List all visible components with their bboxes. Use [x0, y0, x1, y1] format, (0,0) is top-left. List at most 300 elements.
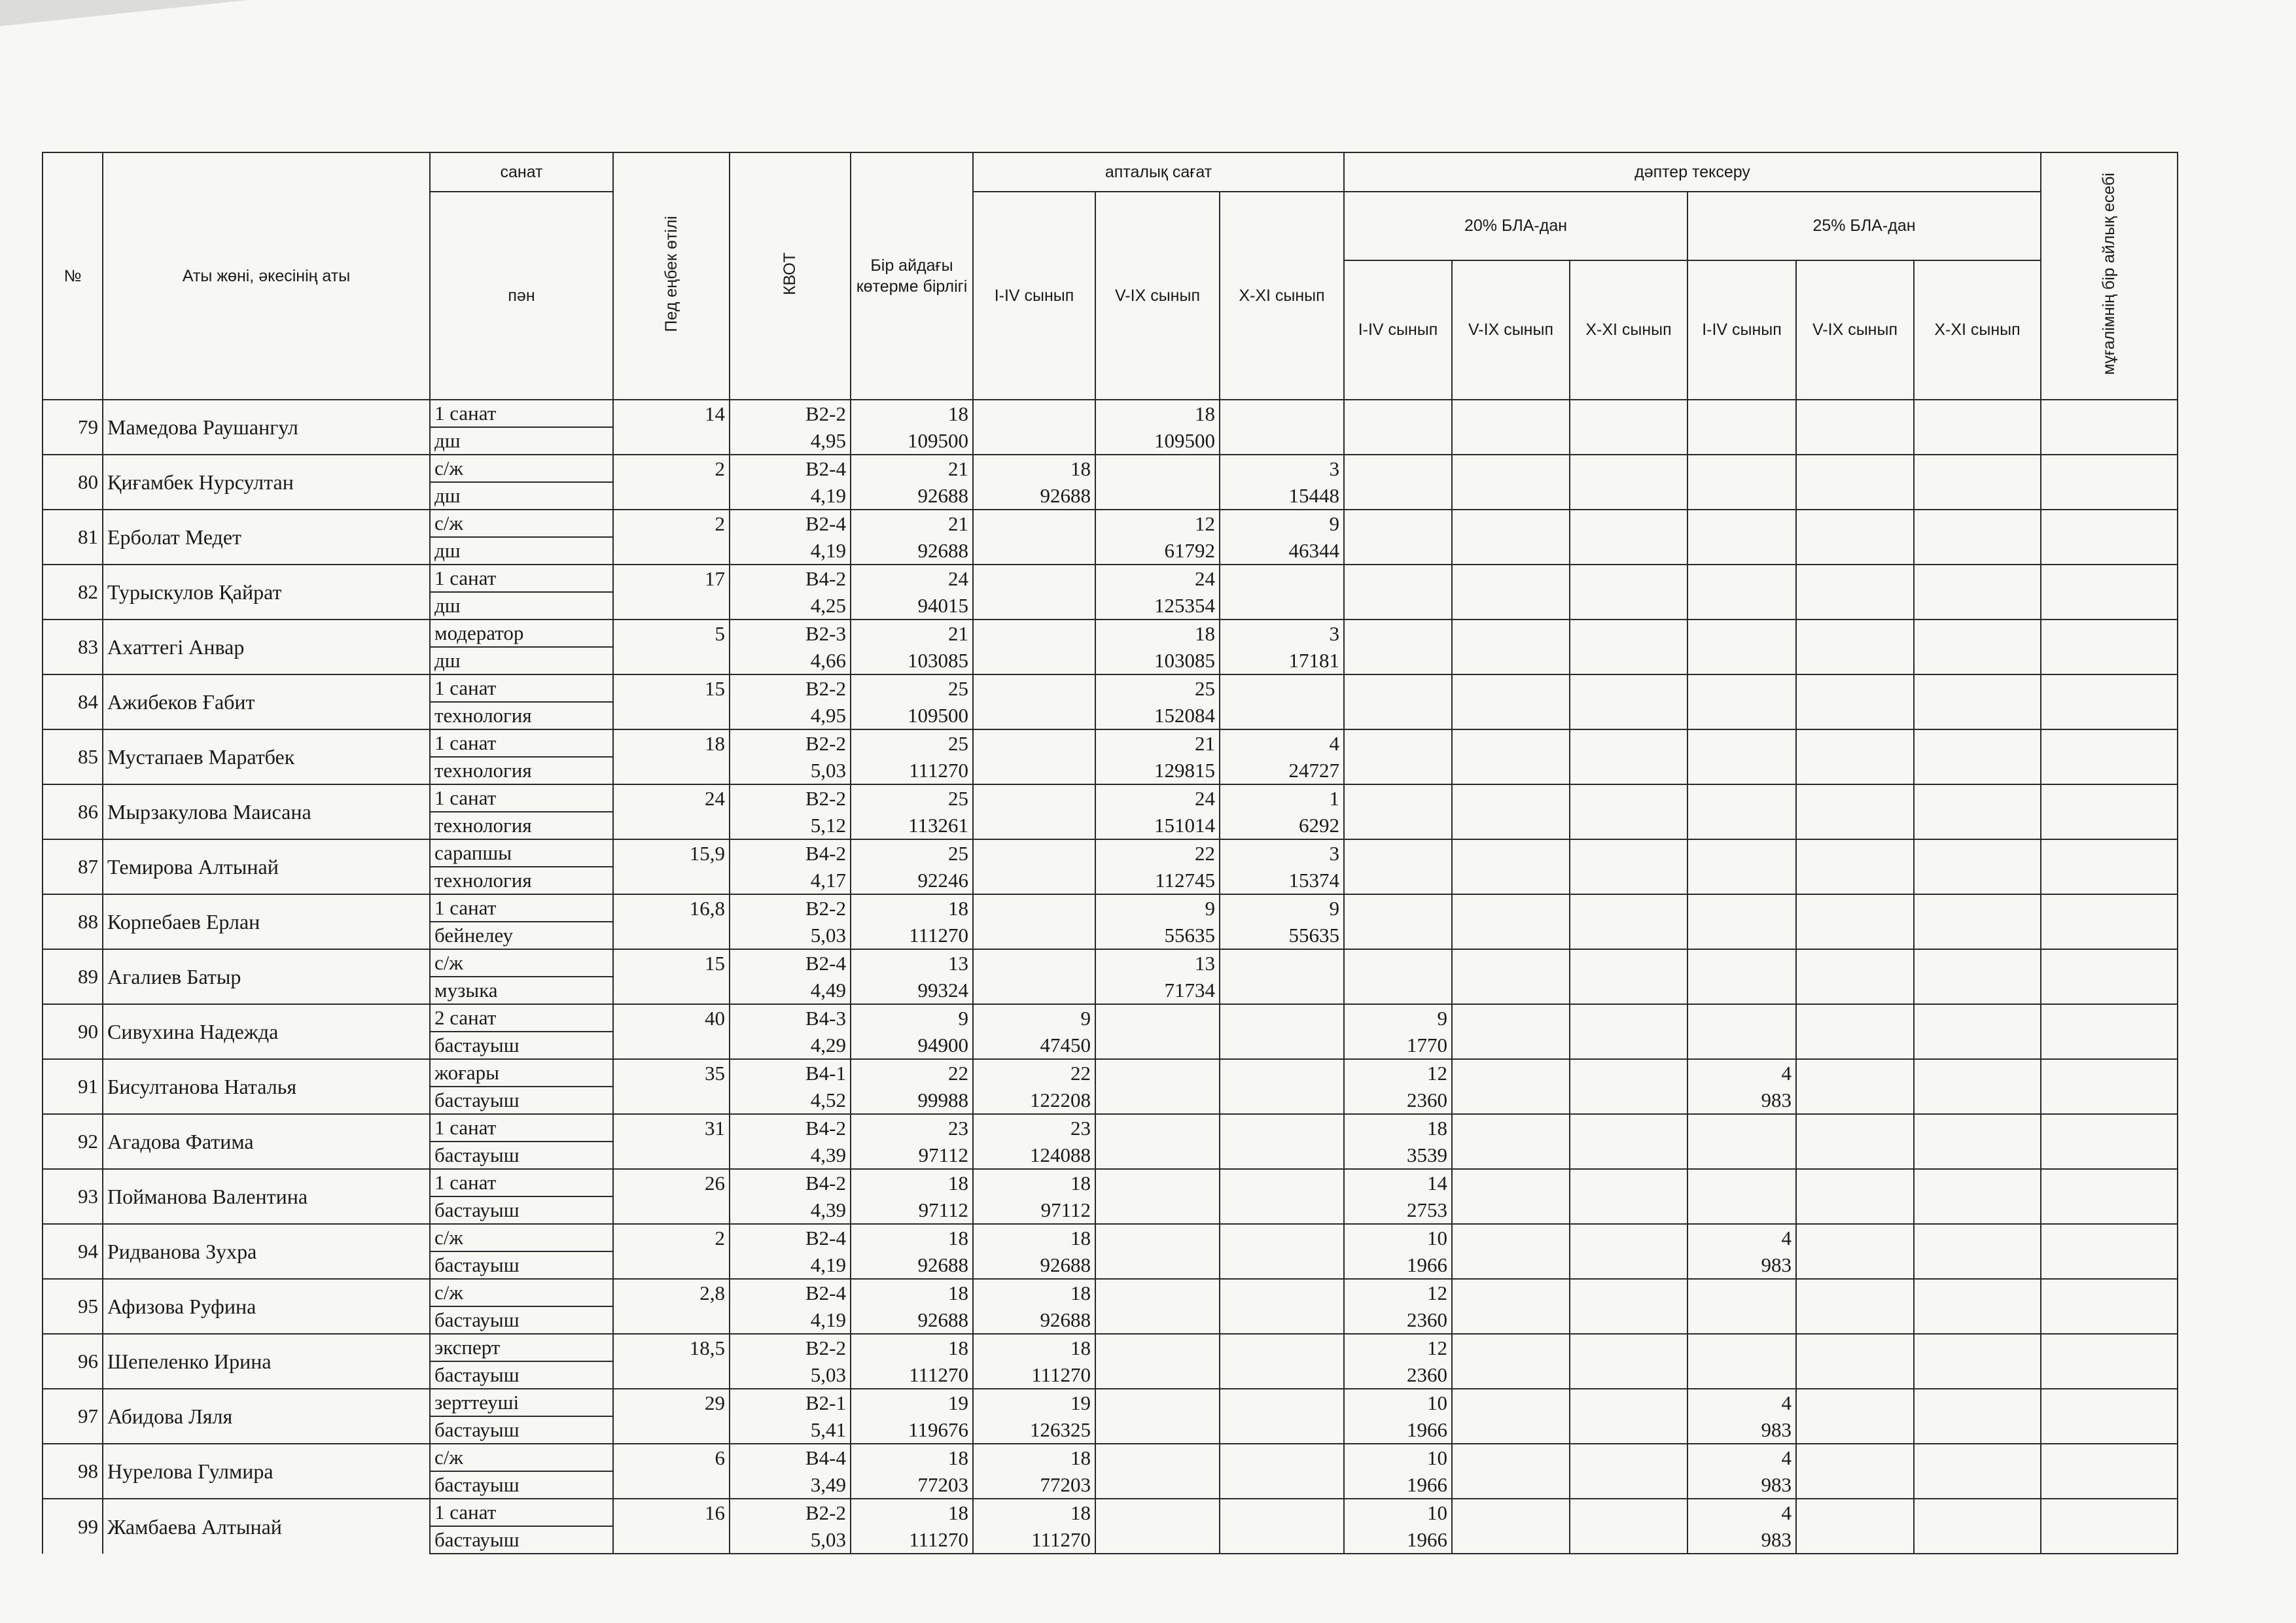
cell [1796, 894, 1914, 922]
cell [2041, 592, 2178, 620]
cell [1796, 537, 1914, 565]
cell [2041, 784, 2178, 812]
cell [1220, 977, 1344, 1004]
cell: 9 [973, 1004, 1095, 1032]
table-row [43, 565, 2178, 592]
cell [1220, 1471, 1344, 1499]
col-no: № [43, 152, 103, 400]
cell: 983 [1687, 1526, 1796, 1554]
cell: 92688 [851, 482, 973, 510]
cell: 22 [973, 1059, 1095, 1087]
cell [2041, 1142, 2178, 1169]
cell: 21 [851, 620, 973, 647]
cell: В2-2 [730, 784, 851, 812]
cell [1687, 620, 1796, 647]
cell [1687, 1169, 1796, 1196]
cell [1344, 592, 1452, 620]
cell: 94900 [851, 1032, 973, 1059]
cell [1452, 784, 1570, 812]
cell [1687, 455, 1796, 482]
cell: эксперт [430, 1334, 613, 1361]
cell: 18 [851, 1334, 973, 1361]
cell: 97112 [851, 1142, 973, 1169]
cell [1570, 1361, 1687, 1389]
cell [2041, 400, 2178, 427]
cell [1452, 702, 1570, 729]
cell: В4-2 [730, 1169, 851, 1196]
cell: В4-3 [730, 1004, 851, 1032]
cell [1452, 510, 1570, 537]
cell [2041, 620, 2178, 647]
cell: 119676 [851, 1416, 973, 1444]
cell [1687, 784, 1796, 812]
row-number: 92 [43, 1114, 103, 1169]
cell: 18 [851, 1499, 973, 1526]
cell: 3,49 [730, 1471, 851, 1499]
cell [1914, 1499, 2041, 1526]
cell: 29 [613, 1389, 730, 1416]
cell: бастауыш [430, 1361, 613, 1389]
cell [1687, 729, 1796, 757]
cell [2041, 1526, 2178, 1554]
cell [1095, 1224, 1220, 1251]
cell [2041, 1196, 2178, 1224]
cell [1796, 729, 1914, 757]
row-number: 99 [43, 1499, 103, 1554]
cell [1452, 1114, 1570, 1142]
cell: 13 [1095, 949, 1220, 977]
cell: 983 [1687, 1416, 1796, 1444]
cell: с/ж [430, 1444, 613, 1471]
cell [1570, 455, 1687, 482]
cell [2041, 1032, 2178, 1059]
cell: 18 [973, 1444, 1095, 1471]
cell [1570, 1389, 1687, 1416]
cell [1452, 1279, 1570, 1306]
teacher-name: Турыскулов Қайрат [103, 565, 430, 620]
cell [1570, 537, 1687, 565]
cell [1796, 1306, 1914, 1334]
p25-c2: V-IX сынып [1796, 260, 1914, 400]
cell [1914, 1526, 2041, 1554]
cell [1570, 674, 1687, 702]
cell [1796, 620, 1914, 647]
cell [1220, 949, 1344, 977]
cell: 4 [1687, 1059, 1796, 1087]
cell: 24 [1095, 784, 1220, 812]
cell [1570, 1526, 1687, 1554]
cell: 1 санат [430, 784, 613, 812]
cell [1914, 1361, 2041, 1389]
cell: В4-1 [730, 1059, 851, 1087]
cell [1452, 1032, 1570, 1059]
cell [1796, 647, 1914, 674]
weekly-c1: I-IV сынып [973, 192, 1095, 400]
cell [973, 565, 1095, 592]
cell [1095, 1526, 1220, 1554]
cell: 16,8 [613, 894, 730, 922]
cell [1570, 922, 1687, 949]
cell [2041, 1444, 2178, 1471]
cell [1452, 674, 1570, 702]
cell: 25 [851, 729, 973, 757]
cell: 22 [1095, 839, 1220, 867]
cell: В2-2 [730, 894, 851, 922]
cell [1220, 1334, 1344, 1361]
cell: 6 [613, 1444, 730, 1471]
cell: 2 [613, 455, 730, 482]
cell: 17 [613, 565, 730, 592]
row-number: 84 [43, 674, 103, 729]
cell: 2360 [1344, 1087, 1452, 1114]
cell [1796, 1251, 1914, 1279]
cell [1095, 1087, 1220, 1114]
teacher-name: Сивухина Надежда [103, 1004, 430, 1059]
cell: 5,03 [730, 922, 851, 949]
cell: 19 [973, 1389, 1095, 1416]
cell [1687, 867, 1796, 894]
cell: 10 [1344, 1499, 1452, 1526]
cell: В2-2 [730, 729, 851, 757]
cell [1687, 427, 1796, 455]
cell [1452, 1087, 1570, 1114]
page-fold-shadow [0, 0, 249, 26]
cell [1796, 1334, 1914, 1361]
cell [1687, 949, 1796, 977]
table-body [43, 400, 2178, 1554]
cell: 109500 [851, 702, 973, 729]
cell [1220, 565, 1344, 592]
cell: 111270 [851, 922, 973, 949]
cell [1796, 1224, 1914, 1251]
cell: 4,29 [730, 1032, 851, 1059]
group-25: 25% БЛА-дан [1687, 192, 2041, 260]
cell [1796, 1114, 1914, 1142]
cell [1796, 427, 1914, 455]
cell: с/ж [430, 1279, 613, 1306]
cell: 9 [851, 1004, 973, 1032]
cell: бастауыш [430, 1251, 613, 1279]
table-row [43, 1224, 2178, 1251]
cell [1914, 1059, 2041, 1087]
cell: 111270 [851, 757, 973, 784]
cell [1220, 1004, 1344, 1032]
cell: 113261 [851, 812, 973, 839]
cell [1914, 1169, 2041, 1196]
cell [1687, 647, 1796, 674]
row-number: 86 [43, 784, 103, 839]
cell: 24 [613, 784, 730, 812]
cell [1452, 1142, 1570, 1169]
cell: 92688 [851, 537, 973, 565]
cell [1914, 702, 2041, 729]
cell [613, 1361, 730, 1389]
cell [613, 1087, 730, 1114]
cell [2041, 867, 2178, 894]
cell: 4,52 [730, 1087, 851, 1114]
cell [1687, 812, 1796, 839]
cell: 3 [1220, 455, 1344, 482]
cell [1220, 1169, 1344, 1196]
cell: В2-4 [730, 455, 851, 482]
cell: 1966 [1344, 1526, 1452, 1554]
cell: 5,41 [730, 1416, 851, 1444]
cell: 71734 [1095, 977, 1220, 1004]
cell [1220, 1142, 1344, 1169]
cell [1452, 949, 1570, 977]
cell [2041, 1334, 2178, 1361]
cell [1687, 757, 1796, 784]
cell [1344, 400, 1452, 427]
cell [1796, 1526, 1914, 1554]
cell [1796, 784, 1914, 812]
cell [1687, 1279, 1796, 1306]
cell [1570, 1279, 1687, 1306]
cell [973, 702, 1095, 729]
cell: 35 [613, 1059, 730, 1087]
cell [1570, 1306, 1687, 1334]
cell [2041, 812, 2178, 839]
cell: 18 [973, 455, 1095, 482]
cell [1095, 1499, 1220, 1526]
cell [1095, 482, 1220, 510]
cell [613, 1251, 730, 1279]
cell [1687, 1361, 1796, 1389]
cell [1095, 1389, 1220, 1416]
cell: 92688 [851, 1306, 973, 1334]
cell [2041, 1087, 2178, 1114]
cell [1570, 565, 1687, 592]
cell [1452, 1251, 1570, 1279]
cell: 125354 [1095, 592, 1220, 620]
teacher-name: Ажибеков Ғабит [103, 674, 430, 729]
cell: 22 [851, 1059, 973, 1087]
cell: 1 санат [430, 1114, 613, 1142]
cell: 2,8 [613, 1279, 730, 1306]
cell [1452, 565, 1570, 592]
cell [1914, 1251, 2041, 1279]
cell: В2-2 [730, 674, 851, 702]
cell: 1966 [1344, 1416, 1452, 1444]
cell [1570, 1251, 1687, 1279]
cell [2041, 757, 2178, 784]
cell [1452, 455, 1570, 482]
cell [1570, 400, 1687, 427]
cell: 2360 [1344, 1361, 1452, 1389]
cell [1914, 1416, 2041, 1444]
cell [1452, 592, 1570, 620]
cell [1914, 400, 2041, 427]
row-number: 87 [43, 839, 103, 894]
col-rate: Бір айдағы көтерме бірлігі [851, 152, 973, 400]
cell: 18 [973, 1499, 1095, 1526]
cell: 10 [1344, 1224, 1452, 1251]
cell [1220, 1389, 1344, 1416]
cell [1570, 427, 1687, 455]
cell [1095, 1004, 1220, 1032]
cell [1570, 757, 1687, 784]
row-number: 93 [43, 1169, 103, 1224]
cell [1220, 1059, 1344, 1087]
cell [1220, 1526, 1344, 1554]
teacher-name: Шепеленко Ирина [103, 1334, 430, 1389]
table-row [43, 455, 2178, 482]
group-check: дәптер тексеру [1344, 152, 2041, 192]
cell: музыка [430, 977, 613, 1004]
table-row [43, 1004, 2178, 1032]
cell [1344, 510, 1452, 537]
cell: 3539 [1344, 1142, 1452, 1169]
cell: зерттеуші [430, 1389, 613, 1416]
cell [613, 757, 730, 784]
cell: 5,03 [730, 757, 851, 784]
cell [613, 427, 730, 455]
cell [1796, 702, 1914, 729]
cell [613, 482, 730, 510]
cell: 25 [851, 674, 973, 702]
cell [1687, 592, 1796, 620]
cell: 3 [1220, 839, 1344, 867]
cell: 25 [851, 839, 973, 867]
cell [1914, 867, 2041, 894]
cell: с/ж [430, 1224, 613, 1251]
table-row [43, 784, 2178, 812]
cell [1452, 1169, 1570, 1196]
table-row [43, 949, 2178, 977]
cell: 12 [1344, 1059, 1452, 1087]
cell [1570, 1471, 1687, 1499]
cell: 18 [851, 894, 973, 922]
table-row [43, 1389, 2178, 1416]
cell: 21 [1095, 729, 1220, 757]
cell [1796, 1279, 1914, 1306]
row-number: 97 [43, 1389, 103, 1444]
cell [1796, 592, 1914, 620]
cell: В4-4 [730, 1444, 851, 1471]
cell: В2-2 [730, 1334, 851, 1361]
cell [1452, 400, 1570, 427]
cell: бейнелеу [430, 922, 613, 949]
cell: 24 [851, 565, 973, 592]
cell [1344, 922, 1452, 949]
cell [1914, 757, 2041, 784]
cell: 5 [613, 620, 730, 647]
cell: бастауыш [430, 1087, 613, 1114]
cell [1095, 1471, 1220, 1499]
cell [1570, 1444, 1687, 1471]
cell [1687, 1032, 1796, 1059]
weekly-c2: V-IX сынып [1095, 192, 1220, 400]
row-number: 83 [43, 620, 103, 674]
cell: 109500 [1095, 427, 1220, 455]
cell [1095, 1196, 1220, 1224]
cell [1570, 620, 1687, 647]
cell: 126325 [973, 1416, 1095, 1444]
cell [2041, 1389, 2178, 1416]
group-20: 20% БЛА-дан [1344, 192, 1687, 260]
cell: 4 [1687, 1389, 1796, 1416]
cell [1914, 1444, 2041, 1471]
cell [1570, 784, 1687, 812]
cell: 4,19 [730, 1306, 851, 1334]
cell [2041, 1416, 2178, 1444]
cell [2041, 1471, 2178, 1499]
cell [1570, 1142, 1687, 1169]
cell: 151014 [1095, 812, 1220, 839]
cell [1796, 1087, 1914, 1114]
cell [613, 1196, 730, 1224]
cell: 18 [1344, 1114, 1452, 1142]
cell [1914, 949, 2041, 977]
cell [1095, 1169, 1220, 1196]
cell: бастауыш [430, 1032, 613, 1059]
cell: дш [430, 427, 613, 455]
cell: 9 [1220, 894, 1344, 922]
row-number: 90 [43, 1004, 103, 1059]
cell: В2-4 [730, 1279, 851, 1306]
cell: 1 санат [430, 1499, 613, 1526]
cell: 61792 [1095, 537, 1220, 565]
cell [1570, 482, 1687, 510]
cell [1570, 1087, 1687, 1114]
cell: дш [430, 537, 613, 565]
cell [1796, 510, 1914, 537]
cell [1452, 1361, 1570, 1389]
cell [1570, 894, 1687, 922]
cell [1452, 894, 1570, 922]
teacher-name: Агадова Фатима [103, 1114, 430, 1169]
cell: 6292 [1220, 812, 1344, 839]
row-number: 95 [43, 1279, 103, 1334]
cell: 97112 [851, 1196, 973, 1224]
cell [1220, 1444, 1344, 1471]
group-weekly: апталық сағат [973, 152, 1344, 192]
cell [2041, 455, 2178, 482]
cell: 18 [851, 400, 973, 427]
cell: 18 [1095, 400, 1220, 427]
cell: 4,39 [730, 1142, 851, 1169]
table-row [43, 894, 2178, 922]
cell [1687, 894, 1796, 922]
salary-table [42, 152, 2178, 1554]
cell [2041, 647, 2178, 674]
cell: 4 [1220, 729, 1344, 757]
cell [1570, 1114, 1687, 1142]
cell: 21 [851, 455, 973, 482]
cell [1914, 674, 2041, 702]
cell: 46344 [1220, 537, 1344, 565]
cell [1344, 757, 1452, 784]
cell [1570, 647, 1687, 674]
cell: 129815 [1095, 757, 1220, 784]
cell [2041, 482, 2178, 510]
cell [2041, 1361, 2178, 1389]
cell [973, 839, 1095, 867]
cell [1687, 537, 1796, 565]
cell [1914, 1279, 2041, 1306]
row-number: 82 [43, 565, 103, 620]
cell: 1 санат [430, 1169, 613, 1196]
cell [1914, 812, 2041, 839]
cell [1452, 1526, 1570, 1554]
cell [1914, 1004, 2041, 1032]
cell [613, 1416, 730, 1444]
cell [1344, 784, 1452, 812]
cell: 2360 [1344, 1306, 1452, 1334]
cell: бастауыш [430, 1416, 613, 1444]
cell [613, 812, 730, 839]
cell: 31 [613, 1114, 730, 1142]
